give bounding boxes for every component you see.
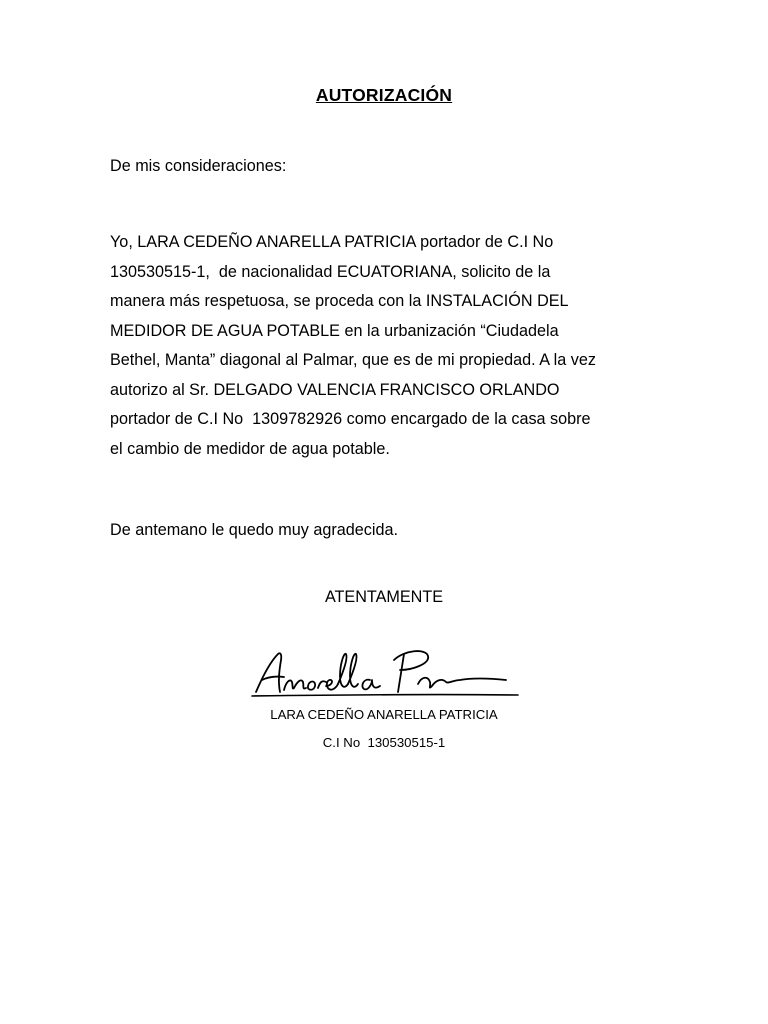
signer-id: C.I No 130530515-1 [322, 735, 446, 750]
body-line: MEDIDOR DE AGUA POTABLE en la urbanización “Ciudadela [110, 321, 559, 340]
valediction: ATENTAMENTE [324, 588, 444, 606]
signature-text: Anarella Pa [248, 640, 254, 641]
body-line: el cambio de medidor de agua potable. [110, 439, 390, 458]
body-line: portador de C.I No 1309782926 como encargado de la casa sobre [110, 410, 591, 428]
closing-line: De antemano le quedo muy agradecida. [110, 521, 398, 539]
body-line: Bethel, Manta” diagonal al Palmar, que es de mi propiedad. A la vez [110, 351, 596, 369]
greeting: De mis consideraciones: [110, 157, 287, 175]
document-title: AUTORIZACIÓN [315, 85, 453, 105]
signer-name: LARA CEDEÑO ANARELLA PATRICIA [270, 707, 498, 722]
body-line: Yo, LARA CEDEÑO ANARELLA PATRICIA portador de C.I No [110, 233, 554, 251]
body-line: 130530515-1, de nacionalidad ECUATORIANA, solicito de la [110, 262, 551, 281]
body-line: manera más respetuosa, se proceda con la INSTALACIÓN DEL [110, 292, 569, 310]
handwritten-signature [248, 640, 523, 700]
body-line: autorizo al Sr. DELGADO VALENCIA FRANCISCO ORLANDO [110, 380, 560, 399]
